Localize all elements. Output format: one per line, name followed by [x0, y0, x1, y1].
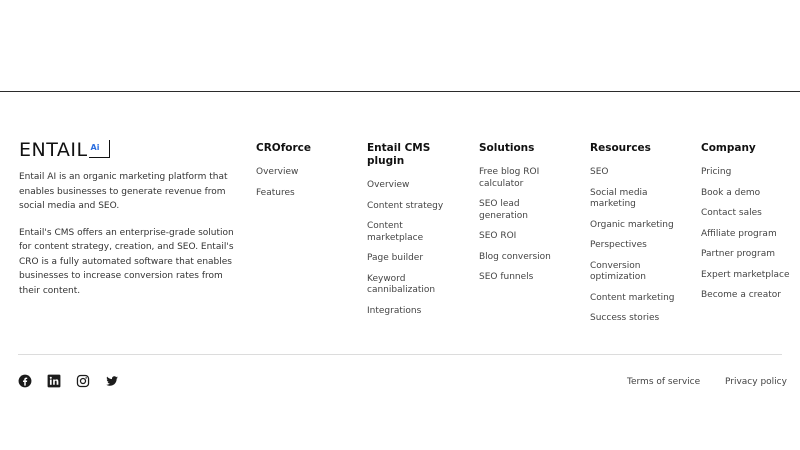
footer-column-solutions: [479, 142, 574, 293]
footer-link[interactable]: Pricing: [701, 167, 732, 177]
footer-column-company: [701, 142, 796, 311]
column-heading: Company: [701, 142, 756, 154]
terms-of-service-link[interactable]: Terms of service: [627, 377, 701, 387]
footer-link[interactable]: Social media marketing: [590, 187, 648, 209]
footer-link[interactable]: Features: [256, 187, 295, 198]
footer-link[interactable]: SEO: [590, 167, 609, 177]
column-heading: Resources: [590, 142, 651, 154]
footer-link[interactable]: SEO funnels: [479, 272, 534, 282]
column-heading: Solutions: [479, 142, 535, 154]
logo-ai-text: Ai: [90, 143, 100, 152]
column-heading: CROforce: [256, 142, 312, 154]
footer-link[interactable]: Integrations: [367, 305, 422, 316]
footer-link[interactable]: Expert marketplace: [701, 269, 790, 280]
footer-link[interactable]: SEO lead generation: [479, 199, 528, 221]
top-divider: [0, 91, 800, 92]
footer-column-croforce: [256, 142, 351, 208]
footer-link[interactable]: Blog conversion: [479, 251, 551, 262]
brand-description-1: Entail AI is an organic marketing platform that enables businesses to generate revenue from social media and SEO.: [19, 172, 228, 211]
logo-ai-mark: [89, 140, 110, 158]
footer-link[interactable]: Content strategy: [367, 200, 444, 211]
facebook-icon[interactable]: [18, 374, 32, 388]
footer-link[interactable]: Contact sales: [701, 208, 762, 218]
footer-link[interactable]: Content marketing: [590, 292, 675, 303]
linkedin-icon[interactable]: [47, 374, 61, 388]
footer-link[interactable]: Overview: [256, 167, 299, 177]
brand-block: [19, 140, 244, 298]
footer-link[interactable]: Overview: [367, 180, 410, 190]
footer-link[interactable]: Content marketplace: [367, 221, 424, 243]
footer-link[interactable]: Page builder: [367, 253, 424, 263]
footer-link[interactable]: Keyword cannibalization: [367, 273, 436, 295]
footer-link[interactable]: Affiliate program: [701, 228, 777, 239]
footer-link[interactable]: Conversion optimization: [590, 260, 646, 282]
column-heading: Entail CMS plugin: [367, 142, 431, 167]
instagram-icon[interactable]: [76, 374, 90, 388]
brand-description-2: Entail's CMS offers an enterprise-grade solution for content strategy, creation, and SEO. Entail's CRO is a fully automated software that enables businesses to increase conversion rates from their content.: [19, 227, 234, 296]
footer-link[interactable]: Success stories: [590, 313, 660, 323]
bottom-divider: [18, 354, 782, 355]
footer-column-entail-cms: [367, 142, 462, 326]
footer-link[interactable]: Book a demo: [701, 187, 761, 198]
twitter-icon[interactable]: [105, 374, 119, 388]
privacy-policy-link[interactable]: Privacy policy: [725, 377, 787, 387]
social-links: [18, 374, 119, 388]
entail-ai-logo[interactable]: [19, 140, 244, 160]
footer-link[interactable]: Partner program: [701, 249, 775, 259]
footer-link[interactable]: Organic marketing: [590, 219, 674, 230]
footer-link[interactable]: Free blog ROI calculator: [479, 167, 540, 189]
footer-column-resources: [590, 142, 685, 334]
logo-wordmark: ENTAIL: [19, 139, 88, 161]
footer-link[interactable]: Become a creator: [701, 290, 781, 300]
footer-link[interactable]: Perspectives: [590, 240, 647, 250]
footer-link[interactable]: SEO ROI: [479, 231, 517, 241]
